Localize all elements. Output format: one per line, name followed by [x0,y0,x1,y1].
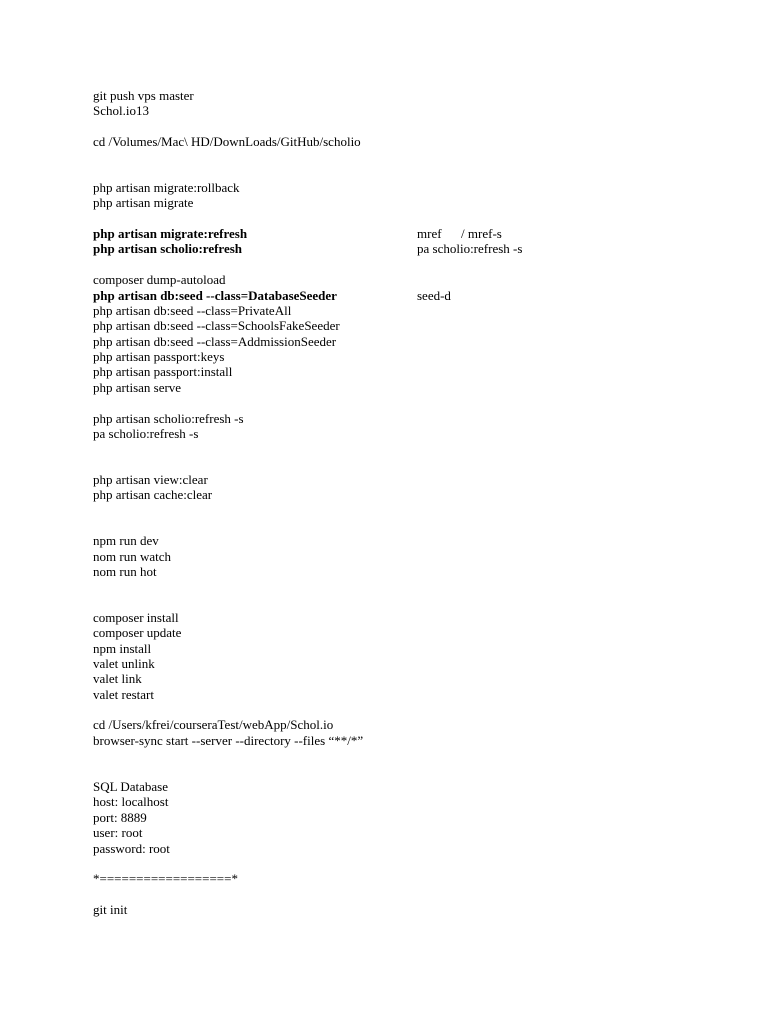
doc-line: cd /Volumes/Mac\ HD/DownLoads/GitHub/scholio [93,134,361,149]
doc-line: php artisan passport:keys [93,349,225,364]
doc-line: pa scholio:refresh -s [93,426,199,441]
doc-line: port: 8889 [93,810,147,825]
separator-line: *==================* [93,871,238,886]
doc-line: npm install [93,641,152,656]
shortcut-note: mref / mref-s [417,226,502,241]
doc-line: php artisan passport:install [93,364,233,379]
doc-line: valet restart [93,687,154,702]
doc-line: php artisan cache:clear [93,487,213,502]
doc-line: git push vps master [93,88,194,103]
doc-line: git init [93,902,128,917]
doc-line: browser-sync start --server --directory --files “**/*” [93,733,364,748]
doc-line: php artisan view:clear [93,472,208,487]
doc-line: composer dump-autoload [93,272,226,287]
doc-line: user: root [93,825,143,840]
doc-line: php artisan migrate [93,195,194,210]
doc-line: host: localhost [93,794,169,809]
shortcut-note: seed-d [417,288,451,303]
doc-line: Schol.io13 [93,103,149,118]
doc-line: nom run hot [93,564,157,579]
doc-line: php artisan db:seed --class=SchoolsFakeSeeder [93,318,340,333]
doc-line: valet link [93,671,142,686]
doc-line-bold: php artisan db:seed --class=DatabaseSeeder [93,288,337,303]
doc-line: npm run dev [93,533,159,548]
doc-line: cd /Users/kfrei/courseraTest/webApp/Schol.io [93,717,334,732]
doc-line: php artisan scholio:refresh -s [93,411,244,426]
doc-line: php artisan db:seed --class=PrivateAll [93,303,292,318]
doc-line: SQL Database [93,779,168,794]
doc-line-bold: php artisan scholio:refresh [93,241,243,256]
doc-line: password: root [93,841,170,856]
doc-line-bold: php artisan migrate:refresh [93,226,248,241]
doc-line: php artisan migrate:rollback [93,180,240,195]
doc-line: valet unlink [93,656,155,671]
doc-line: composer update [93,625,182,640]
doc-line: php artisan serve [93,380,182,395]
doc-line: nom run watch [93,549,171,564]
doc-line: composer install [93,610,179,625]
shortcut-note: pa scholio:refresh -s [417,241,523,256]
doc-line: php artisan db:seed --class=AddmissionSeeder [93,334,337,349]
